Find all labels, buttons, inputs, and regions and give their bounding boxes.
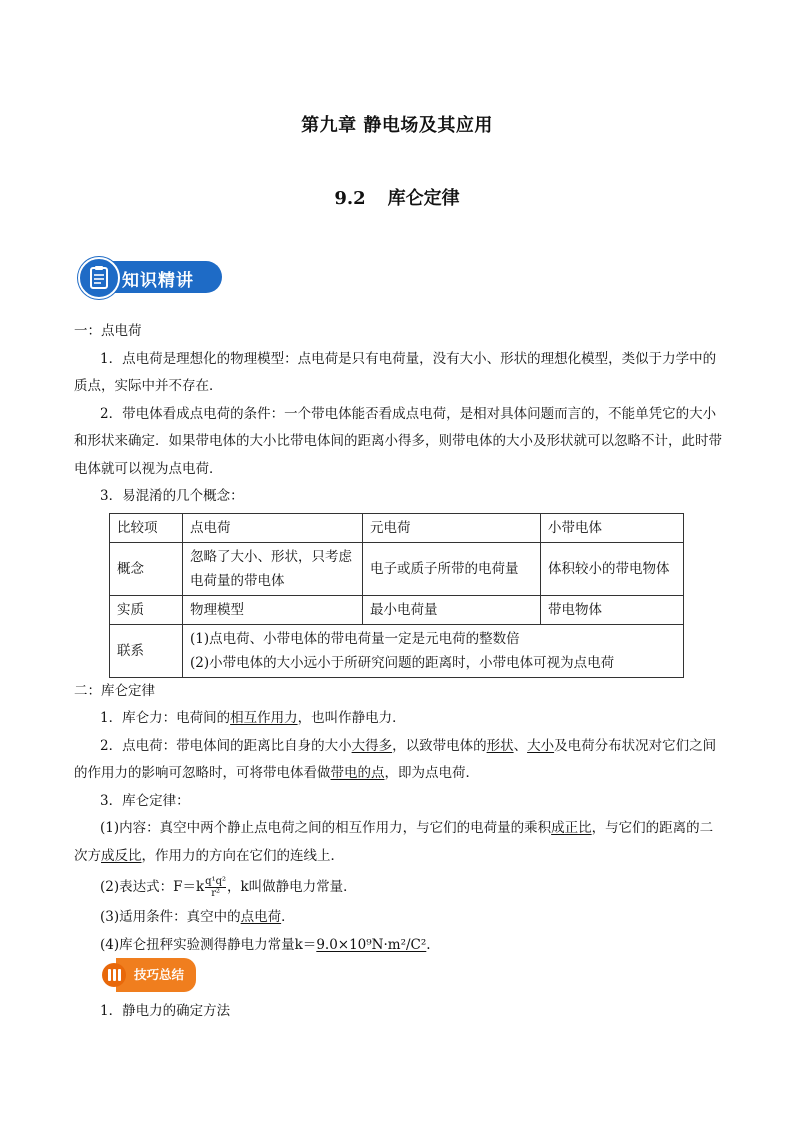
paragraph: 1．点电荷是理想化的物理模型：点电荷是只有电荷量，没有大小、形状的理想化模型，类似于力学中的质点，实际中并不存在． [74, 350, 717, 394]
table-cell: 忽略了大小、形状，只考虑电荷量的带电体 [183, 542, 363, 595]
underlined-term: 点电荷 [240, 909, 282, 925]
books-icon [102, 963, 126, 987]
coulomb-formula-fraction [205, 876, 226, 899]
table-row [110, 542, 684, 595]
table-header-cell: 比较项 [110, 513, 183, 542]
text: 2．点电荷：带电体间的距离比自身的大小 [100, 737, 352, 754]
paragraph [74, 815, 724, 870]
table-cell: 体积较小的带电物体 [541, 542, 684, 595]
text: ． [281, 909, 295, 925]
text: 1．库仑力：电荷间的 [100, 710, 231, 726]
text: ，以致带电体的 [392, 737, 487, 754]
underlined-term: 大小 [527, 737, 555, 754]
underlined-term: 相互作用力 [230, 710, 298, 726]
paragraph [74, 733, 724, 788]
table-cell-merged [183, 624, 684, 677]
paragraph: 2．带电体看成点电荷的条件：一个带电体能否看成点电荷，是相对具体问题而言的，不能单凭它的大小和形状来确定．如果带电体的大小比带电体间的距离小得多，则带电体的大小及形状就可以忽略不计，此时带电体就可以视为点电荷． [74, 405, 722, 477]
table-row [110, 624, 684, 677]
paragraph [74, 870, 724, 904]
section-name: 库仑定律 [387, 188, 460, 209]
paragraph: 3．易混淆的几个概念： [100, 488, 244, 504]
table-cell: 带电物体 [541, 595, 684, 624]
underlined-term: 成正比 [551, 820, 592, 836]
section-number: 9.2 [334, 188, 366, 209]
section2-heading: 二：库仑定律 [74, 682, 155, 699]
table-cell: 实质 [110, 595, 183, 624]
comparison-table [109, 513, 684, 678]
paragraph [74, 705, 724, 733]
paragraph: 1．静电力的确定方法 [100, 1002, 231, 1019]
section-title [0, 184, 794, 210]
underlined-term: 9.0×10⁹N·m²/C² [316, 936, 427, 953]
table-header-row [110, 513, 684, 542]
knowledge-banner [78, 257, 224, 297]
paragraph: 3．库仑定律： [100, 792, 190, 809]
text: ，作用力的方向在它们的连线上． [141, 847, 344, 864]
paragraph [74, 904, 724, 932]
main-content [74, 318, 724, 1025]
clipboard-icon [78, 257, 120, 299]
text: 、 [513, 737, 528, 754]
chapter-title: 第九章 静电场及其应用 [301, 115, 493, 136]
table-cell: 概念 [110, 542, 183, 595]
table-cell: 最小电荷量 [363, 595, 541, 624]
text: 及电荷分布状况对它们之间的作用力的影响可忽略时，可将带电体看做 [74, 737, 717, 781]
tips-label: 技巧总结 [116, 958, 196, 992]
text: ，即为点电荷． [384, 765, 479, 781]
text: . [426, 936, 431, 953]
underlined-term: 形状 [486, 737, 514, 754]
tips-banner [102, 963, 196, 987]
link-line: (2)小带电体的大小远小于所研究问题的距离时，小带电体可视为点电荷 [190, 654, 615, 671]
text: ，也叫作静电力． [297, 710, 406, 726]
underlined-term: 带电的点 [330, 765, 385, 781]
text: (4)库仑扭秤实验测得静电力常量k＝ [100, 936, 317, 953]
text: (1)内容：真空中两个静止点电荷之间的相互作用力，与它们的电荷量的乘积 [100, 820, 552, 836]
underlined-term: 大得多 [351, 737, 393, 754]
paragraph [74, 932, 724, 960]
text: (3)适用条件：真空中的 [100, 909, 241, 925]
link-line: (1)点电荷、小带电体的带电荷量一定是元电荷的整数倍 [190, 630, 520, 647]
table-row [110, 595, 684, 624]
underlined-term: 成反比 [101, 847, 142, 864]
fraction-denominator: r² [205, 887, 226, 899]
table-header-cell: 点电荷 [183, 513, 363, 542]
section1-heading: 一：点电荷 [74, 323, 142, 339]
table-cell: 联系 [110, 624, 183, 677]
table-header-cell: 元电荷 [363, 513, 541, 542]
fraction-numerator: q¹q² [205, 876, 226, 887]
banner-label: 知识精讲 [122, 271, 194, 291]
text: ，与它们的距离的二次方 [74, 820, 714, 864]
table-cell: 电子或质子所带的电荷量 [363, 542, 541, 595]
text: ，k叫做静电力常量． [227, 879, 357, 895]
table-header-cell: 小带电体 [541, 513, 684, 542]
table-cell: 物理模型 [183, 595, 363, 624]
text: (2)表达式：F＝k [100, 879, 205, 895]
